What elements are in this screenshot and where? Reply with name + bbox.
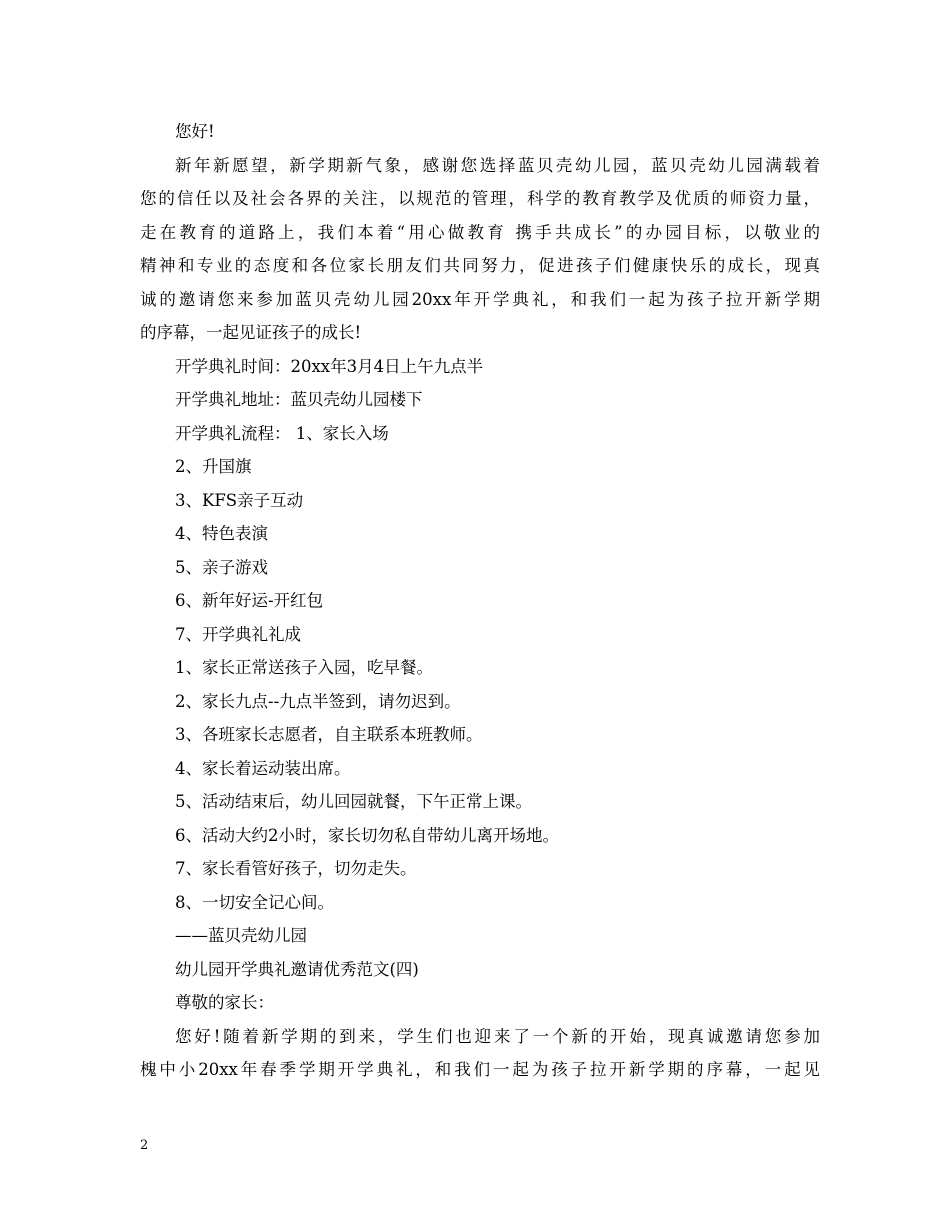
- paragraph-line: 新年新愿望，新学期新气象，感谢您选择蓝贝壳幼儿园，蓝贝壳幼儿园满载着: [175, 155, 820, 175]
- list-item: 4、家长着运动装出席。: [175, 758, 351, 778]
- ceremony-time: 开学典礼时间：20xx年3月4日上午九点半: [175, 356, 484, 376]
- paragraph-second-invitation: [140, 1020, 820, 1087]
- list-item: 7、家长看管好孩子，切勿走失。: [175, 859, 417, 878]
- paragraph-line: 诚的邀请您来参加蓝贝壳幼儿园20xx年开学典礼，和我们一起为孩子拉开新学期: [140, 289, 820, 309]
- notice-list: [140, 651, 820, 919]
- paragraph-line: 槐中小20xx年春季学期开学典礼，和我们一起为孩子拉开新学期的序幕，一起见: [140, 1060, 820, 1079]
- list-item: 5、活动结束后，幼儿回园就餐，下午正常上课。: [175, 792, 532, 811]
- list-item: 3、各班家长志愿者，自主联系本班教师。: [175, 725, 483, 744]
- signature: ——蓝贝壳幼儿园: [175, 926, 307, 945]
- list-item: 6、活动大约2小时，家长切勿私自带幼儿离开场地。: [175, 825, 559, 845]
- list-item: 2、升国旗: [175, 457, 252, 476]
- paragraph-invitation: [140, 149, 820, 350]
- paragraph-line: 您好!随着新学期的到来，学生们也迎来了一个新的开始，现真诚邀请您参加: [175, 1026, 820, 1046]
- list-item: 8、一切安全记心间。: [175, 892, 334, 912]
- list-item: 4、特色表演: [175, 524, 268, 543]
- paragraph-line: 您的信任以及社会各界的关注，以规范的管理，科学的教育教学及优质的师资力量，: [140, 189, 820, 208]
- section-title: 幼儿园开学典礼邀请优秀范文(四): [175, 959, 419, 979]
- process-list: [140, 450, 820, 651]
- list-item: 1、家长正常送孩子入园，吃早餐。: [175, 658, 433, 677]
- list-item: 6、新年好运-开红包: [175, 591, 324, 610]
- greeting: 您好!: [175, 122, 215, 141]
- ceremony-process: 开学典礼流程： 1、家长入场: [175, 423, 389, 443]
- list-item: 3、KFS亲子互动: [175, 490, 304, 510]
- paragraph-line: 的序幕，一起见证孩子的成长!: [140, 323, 362, 342]
- list-item: 5、亲子游戏: [175, 557, 268, 577]
- list-item: 2、家长九点--九点半签到，请勿迟到。: [175, 691, 461, 711]
- paragraph-line: 走在教育的道路上，我们本着“用心做教育 携手共成长”的办园目标，以敬业的: [140, 222, 820, 242]
- document-body: [140, 115, 820, 1087]
- paragraph-line: 精神和专业的态度和各位家长朋友们共同努力，促进孩子们健康快乐的成长，现真: [140, 256, 820, 275]
- list-item: 7、开学典礼礼成: [175, 624, 301, 644]
- ceremony-place: 开学典礼地址：蓝贝壳幼儿园楼下: [175, 390, 423, 409]
- salutation: 尊敬的家长：: [175, 993, 274, 1012]
- page-number: 2: [140, 1138, 149, 1153]
